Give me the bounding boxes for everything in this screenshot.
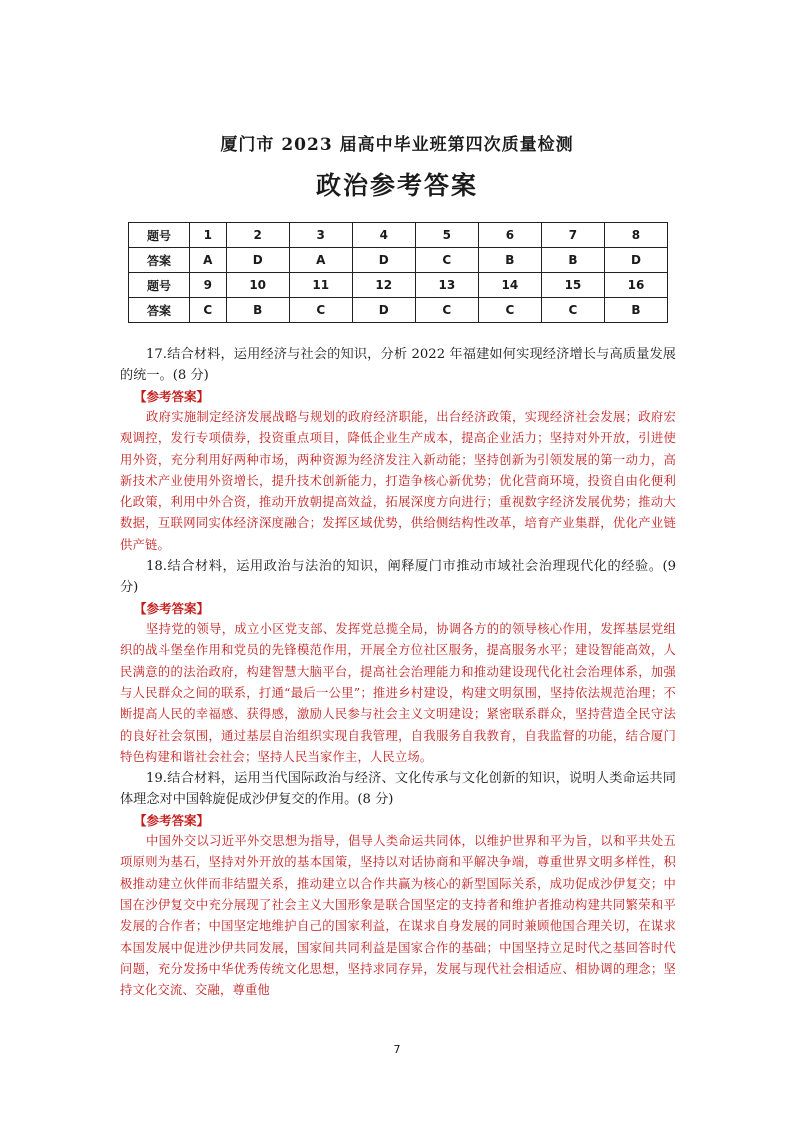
table-cell: 1 [190, 223, 227, 248]
table-cell: 2 [226, 223, 289, 248]
table-cell: 10 [226, 273, 289, 298]
table-row [129, 298, 668, 323]
table-cell: 9 [190, 273, 227, 298]
table-cell: A [289, 248, 352, 273]
table-cell: C [415, 248, 478, 273]
table-cell: C [190, 298, 227, 323]
table-cell: 7 [541, 223, 604, 248]
table-cell: A [190, 248, 227, 273]
table-cell: 8 [604, 223, 667, 248]
table-row [129, 223, 668, 248]
table-cell: 12 [352, 273, 415, 298]
question-17-answer: 政府实施制定经济发展战略与规划的政府经济职能，出台经济政策，实现经济社会发展；政府宏观调控，发行专项债券，投资重点项目，降低企业生产成本，提高企业活力；坚持对外开放，引进使用外资，充分利用好两种市场，两种资源为经济发注入新动能；坚持创新为引领发展的第一动力，高新技术产业使用外资增长，提升技术创新能力，打造争核心新优势；优化营商环境，投资自由化便利化政策，利用中外合资，推动开放朝提高效益，拓展深度方向进行；重视数字经济发展优势；推动大数据，互联网同实体经济深度融合；发挥区域优势，供给侧结构性改革，培育产业集群，优化产业链供产链。 [120, 410, 676, 552]
table-cell: C [478, 298, 541, 323]
table-cell: 15 [541, 273, 604, 298]
questions-section [120, 344, 676, 1002]
row-label: 题号 [129, 273, 190, 298]
table-cell: 5 [415, 223, 478, 248]
question-19-prompt: 19.结合材料，运用当代国际政治与经济、文化传承与文化创新的知识，说明人类命运共同体理念对中国斡旋促成沙伊复交的作用。(8 分) [120, 771, 676, 808]
table-cell: C [289, 298, 352, 323]
question-17-ref-label: 【参考答案】 [134, 389, 210, 404]
table-cell: 13 [415, 273, 478, 298]
table-cell: C [415, 298, 478, 323]
table-cell: B [226, 298, 289, 323]
table-cell: B [604, 298, 667, 323]
table-cell: B [541, 248, 604, 273]
question-17-prompt: 17.结合材料，运用经济与社会的知识，分析 2022 年福建如何实现经济增长与高质量发展的统一。(8 分) [120, 347, 676, 383]
question-19-ref-label: 【参考答案】 [134, 813, 210, 829]
question-18-ref-label: 【参考答案】 [134, 601, 210, 617]
table-cell: D [604, 248, 667, 273]
table-row [129, 248, 668, 273]
table-cell: D [352, 298, 415, 323]
table-cell: D [352, 248, 415, 273]
table-cell: 3 [289, 223, 352, 248]
question-18-prompt: 18.结合材料，运用政治与法治的知识，阐释厦门市推动市域社会治理现代化的经验。(9 分) [120, 559, 676, 596]
table-cell: 14 [478, 273, 541, 298]
table-cell: 6 [478, 223, 541, 248]
table-cell: B [478, 248, 541, 273]
question-19-answer: 中国外交以习近平外交思想为指导，倡导人类命运共同体，以维护世界和平为旨，以和平共处五项原则为基石，坚持对外开放的基本国策，坚持以对话协商和平解决争端，尊重世界文明多样性，积极推动建立伙伴而非结盟关系，推动建立以合作共赢为核心的新型国际关系，成功促成沙伊复交；中国在沙伊复交中充分展现了社会主义大国形象是联合国坚定的支持者和维护者推动构建共同繁荣和平发展的合作者；中国坚定地维护自己的国家利益，在谋求自身发展的同时兼顾他国合理关切，在谋求本国发展中促进沙伊共同发展，国家间共同利益是国家合作的基础；中国坚持立足时代之基回答时代问题，充分发扬中华优秀传统文化思想，坚持求同存异，发展与现代社会相适应、相协调的理念；坚持文化交流、交融，尊重他 [120, 834, 676, 998]
table-row [129, 273, 668, 298]
table-cell: D [226, 248, 289, 273]
page-number: 7 [393, 1043, 401, 1056]
question-18-answer: 坚持党的领导，成立小区党支部、发挥党总揽全局，协调各方的的领导核心作用，发挥基层党组织的战斗堡垒作用和党员的先锋模范作用，开展全方位社区服务，提高服务水平；建设智能高效，人民满意的的法治政府，构建智慧大脑平台，提高社会治理能力和推动建设现代化社会治理体系，加强与人民群众之间的联系，打通“最后一公里”；推进乡村建设，构建文明氛围，坚持依法规范治理；不断提高人民的幸福感、获得感，激励人民参与社会主义文明建设；紧密联系群众，坚持营造全民守法的良好社会氛围，通过基层自治组织实现自我管理，自我服务自我教育，自我监督的功能，结合厦门特色构建和谐社会社会；坚持人民当家作主，人民立场。 [120, 622, 676, 764]
row-label: 答案 [129, 298, 190, 323]
table-cell: 4 [352, 223, 415, 248]
row-label: 题号 [129, 223, 190, 248]
answer-table [128, 222, 668, 323]
table-cell: 16 [604, 273, 667, 298]
row-label: 答案 [129, 248, 190, 273]
exam-title: 厦门市 2023 届高中毕业班第四次质量检测 [220, 135, 574, 155]
table-cell: 11 [289, 273, 352, 298]
table-cell: C [541, 298, 604, 323]
document-title: 政治参考答案 [315, 171, 478, 200]
